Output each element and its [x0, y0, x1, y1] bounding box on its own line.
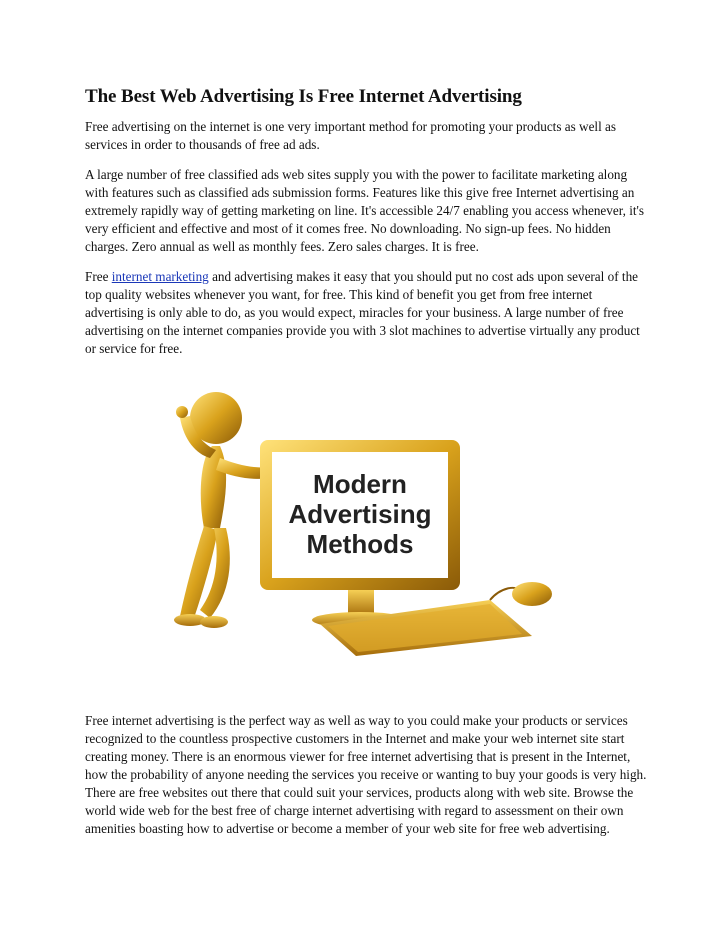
- article-title: The Best Web Advertising Is Free Internet Advertising: [85, 86, 522, 107]
- gold-monitor: [260, 440, 460, 628]
- screen-line-3: Methods: [306, 529, 414, 559]
- paragraph-text-before-link: Free: [85, 269, 112, 284]
- screen-line-2: Advertising: [288, 499, 432, 529]
- modern-advertising-illustration: [160, 388, 580, 668]
- paragraph-intro: Free advertising on the internet is one very important method for promoting your products as well as services in order to thousands of free ad ads.: [85, 119, 617, 152]
- illustration-svg: [160, 388, 580, 668]
- paragraph-internet-marketing: [85, 268, 650, 358]
- gold-mouse: [490, 582, 552, 606]
- paragraph-text-after-link: and advertising makes it easy that you should put no cost ads upon several of the top quality websites whenever you want, for free. This kind of benefit you get from free internet advertising is only able to do, as you would expect, miracles for your business. A large number of free advertising on the internet companies provide you with 3 slot machines to advertise virtually any product or service for free.: [85, 269, 640, 356]
- internet-marketing-link[interactable]: internet marketing: [111, 269, 209, 284]
- paragraph-classifieds: A large number of free classified ads web sites supply you with the power to facilitate marketing along with features such as classified ads submission forms. Features like this give free Internet advertising an extremely rapidly way of getting marketing on line. It's accessible 24/7 enabling you access whenever, it's very efficient and effective and most of it comes free. No downloading. No sign-up fees. No hidden charges. Zero annual as well as monthly fees. Zero sales charges. It is free.: [85, 167, 645, 254]
- paragraph-conclusion: Free internet advertising is the perfect way as well as way to you could make your products or services recognized to the countless prospective customers in the Internet and make your web internet site start creating money. There is an enormous viewer for free internet advertising that is present in the Internet, how the probability of anyone needing the services you receive or wanting to buy your goods is very high. There are free websites out there that could suit your services, products along with web site. Browse the world wide web for the best free of charge internet advertising with regard to assessment on their own amenities boasting how to advertise or become a member of your web site for free web advertising.: [85, 713, 647, 836]
- screen-line-1: Modern: [313, 469, 407, 499]
- closing-section: [85, 712, 650, 850]
- article: [85, 86, 650, 370]
